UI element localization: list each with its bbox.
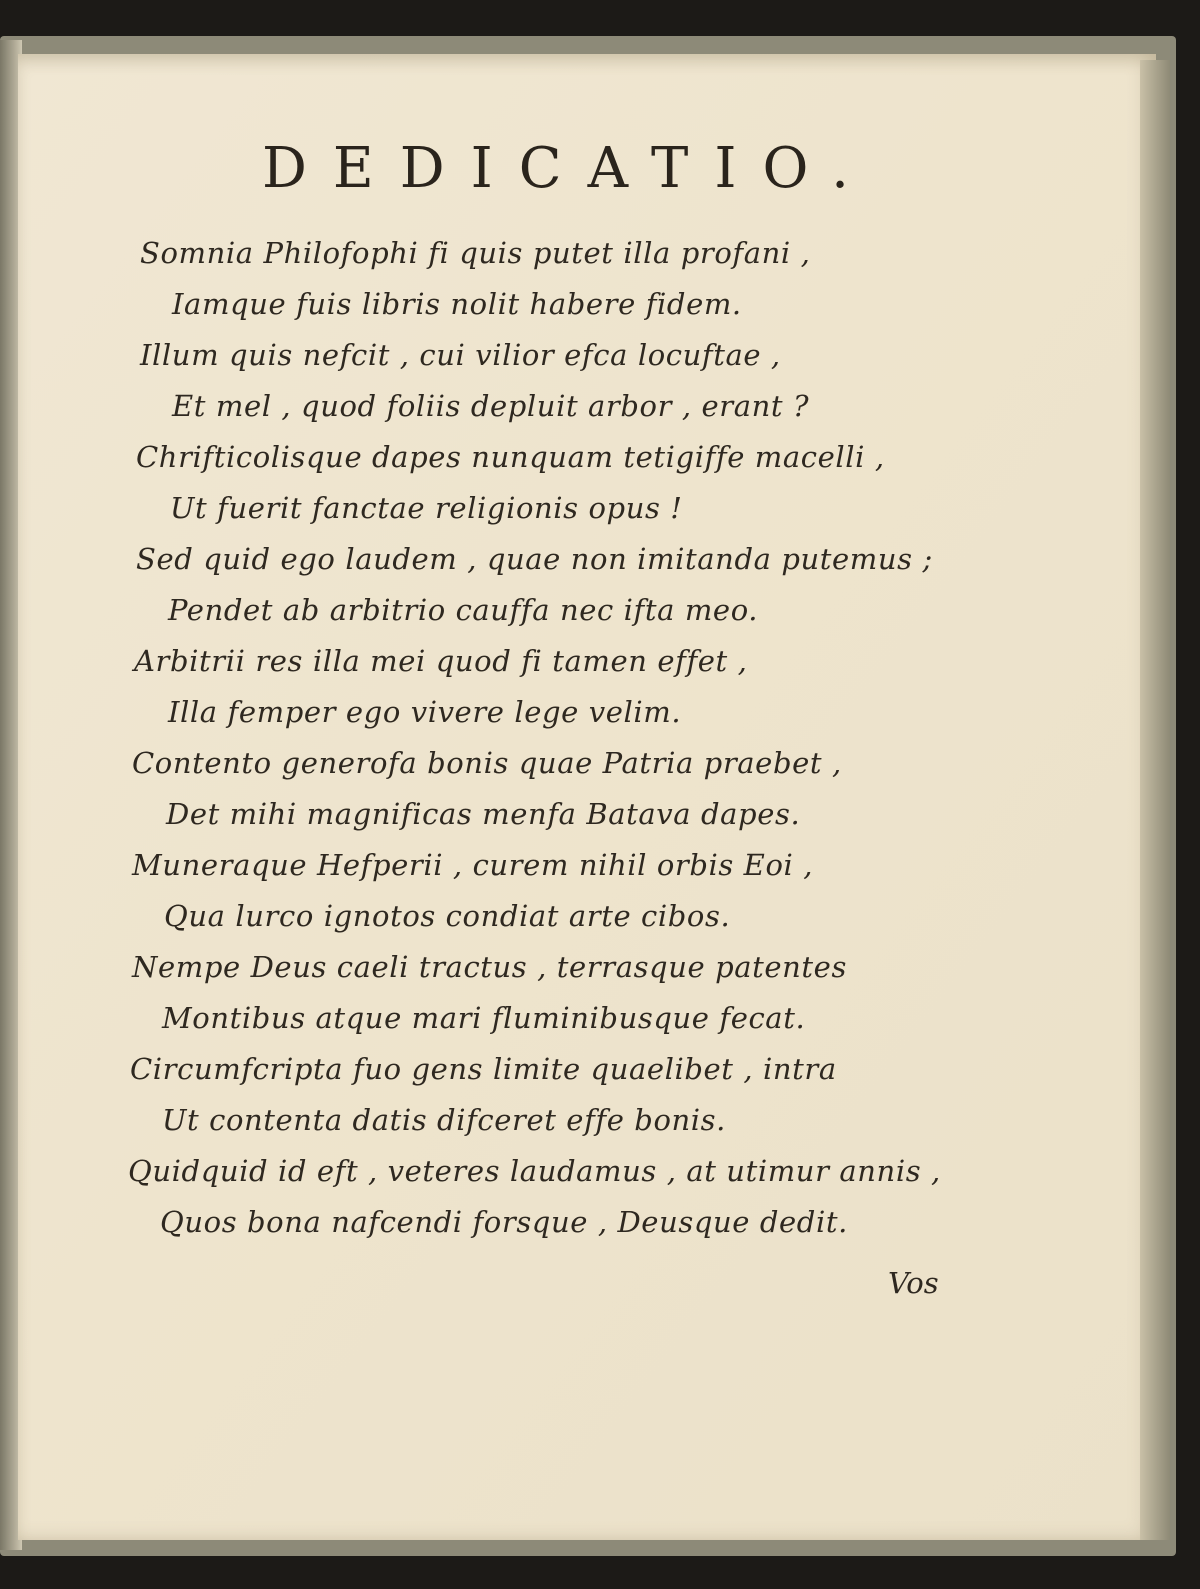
verse-line: Quos bona nafcendi forsque , Deusque dedit. <box>160 1205 848 1239</box>
verse-line: Contento generofa bonis quae Patria praebet , <box>132 746 842 780</box>
verse-line: Illa femper ego vivere lege velim. <box>168 695 682 729</box>
verse-line: Somnia Philofophi fi quis putet illa profani , <box>140 236 811 270</box>
verse-line: Arbitrii res illa mei quod fi tamen effet , <box>134 644 748 678</box>
page-title: DEDICATIO. <box>262 136 875 201</box>
verse-line: Det mihi magnificas menfa Batava dapes. <box>166 797 801 831</box>
page-fore-edge <box>1140 60 1170 1540</box>
verse-line: Muneraque Hefperii , curem nihil orbis Eoi , <box>132 848 814 882</box>
verse-line: Nempe Deus caeli tractus , terrasque patentes <box>132 950 847 984</box>
verse-line: Ut fuerit fanctae religionis opus ! <box>170 491 683 525</box>
verse-line: Circumfcripta fuo gens limite quaelibet , intra <box>130 1052 837 1086</box>
verse-line: Qua lurco ignotos condiat arte cibos. <box>164 899 731 933</box>
verse-line: Et mel , quod foliis depluit arbor , erant ? <box>172 389 810 423</box>
catchword: Vos <box>888 1266 939 1300</box>
verse-line: Iamque fuis libris nolit habere fidem. <box>172 287 742 321</box>
verse-line: Chrifticolisque dapes nunquam tetigiffe macelli , <box>136 440 885 474</box>
verse-line: Ut contenta datis difceret effe bonis. <box>162 1103 726 1137</box>
verse-line: Illum quis nefcit , cui vilior efca locuftae , <box>140 338 781 372</box>
verse-line: Pendet ab arbitrio cauffa nec ifta meo. <box>168 593 759 627</box>
verse-line: Quidquid id eft , veteres laudamus , at utimur annis , <box>128 1154 941 1188</box>
verse-line: Montibus atque mari fluminibusque fecat. <box>162 1001 806 1035</box>
verse-line: Sed quid ego laudem , quae non imitanda putemus ; <box>136 542 933 576</box>
